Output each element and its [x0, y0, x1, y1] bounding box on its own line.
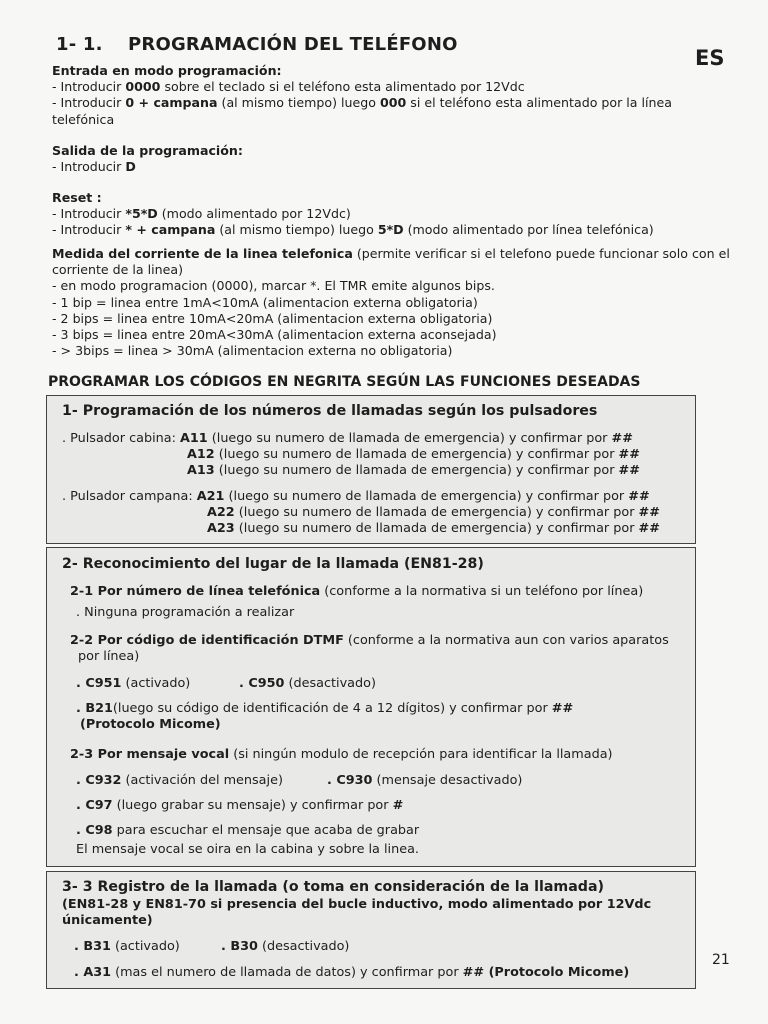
code: . B30 — [221, 939, 258, 954]
cabina-row-1 — [62, 431, 633, 447]
measure-block — [52, 246, 742, 359]
campana-row-1 — [62, 489, 650, 505]
program-title: PROGRAMAR LOS CÓDIGOS EN NEGRITA SEGÚN LAS FUNCIONES DESEADAS — [48, 374, 641, 390]
code: ## — [618, 463, 640, 478]
s22-heading-cont: por línea) — [78, 649, 140, 664]
text: - Introducir — [52, 95, 126, 111]
label: . Pulsador cabina: — [62, 431, 180, 446]
reset-line-1 — [52, 206, 742, 222]
text: (luego su numero de llamada de emergencia) y confirmar por — [207, 431, 612, 446]
measure-line: - 1 bip = linea entre 1mA<10mA (alimentacion externa obligatoria) — [52, 294, 478, 310]
code: ## — [551, 701, 574, 716]
language-code: ES — [695, 46, 725, 70]
s23-heading — [70, 747, 613, 763]
box3-title: 3- 3 Registro de la llamada (o toma en consideración de la llamada) — [62, 879, 604, 895]
subheading: 2-3 Por mensaje vocal — [70, 747, 230, 762]
code: A12 — [187, 447, 215, 462]
c932-line — [76, 773, 283, 789]
code: D — [125, 159, 136, 175]
text: (conforme a la normativa si un teléfono por línea) — [320, 584, 644, 599]
code: . C951 — [76, 676, 122, 691]
code: A21 — [196, 489, 225, 504]
code: 0 + campana — [125, 95, 218, 111]
a31-line — [74, 965, 629, 981]
entry-heading: Entrada en modo programación: — [52, 63, 282, 78]
exit-heading: Salida de la programación: — [52, 143, 243, 158]
page-number: 21 — [712, 952, 730, 968]
code: ## — [638, 521, 660, 536]
cabina-row-2 — [187, 447, 640, 463]
section-title: PROGRAMACIÓN DEL TELÉFONO — [128, 34, 458, 55]
campana-row-3 — [207, 521, 660, 537]
text: (permite verificar si el telefono puede funcionar solo con el corriente de la linea) — [52, 246, 730, 278]
c930-line — [327, 773, 522, 789]
text: (luego su numero de llamada de emergencia) y confirmar por — [214, 447, 619, 462]
entry-line-1 — [52, 79, 742, 95]
code: * + campana — [125, 222, 216, 238]
c950-line — [239, 676, 376, 692]
text: - Introducir — [52, 79, 126, 95]
section-number: 1- 1. — [56, 34, 103, 55]
code: . A31 — [74, 965, 112, 980]
b21-protocol: (Protocolo Micome) — [80, 717, 221, 732]
text: (desactivado) — [284, 676, 376, 691]
code: 000 — [379, 95, 407, 111]
measure-heading: Medida del corriente de la linea telefonica — [52, 246, 353, 261]
code: A11 — [179, 431, 208, 446]
text: (luego grabar su mensaje) y confirmar por — [112, 798, 393, 813]
text: (desactivado) — [257, 939, 350, 954]
code: ## (Protocolo Micome) — [462, 965, 630, 980]
c98-line-2: El mensaje vocal se oira en la cabina y sobre la linea. — [76, 842, 419, 857]
text: - Introducir — [52, 159, 126, 175]
box-reconocimiento-lugar — [46, 547, 696, 867]
box-programacion-pulsadores — [46, 395, 696, 544]
box3-subtitle-2: únicamente) — [62, 913, 153, 928]
text: (activado) — [121, 676, 191, 691]
text: - Introducir — [52, 222, 126, 238]
box-registro-llamada — [46, 871, 696, 989]
code: . C932 — [76, 773, 122, 788]
measure-line: - en modo programacion (0000), marcar *. El TMR emite algunos bips. — [52, 278, 495, 294]
box3-subtitle-1: (EN81-28 y EN81-70 si presencia del bucle inductivo, modo alimentado por 12Vdc — [62, 897, 652, 912]
text: (al mismo tiempo) luego — [217, 95, 380, 111]
reset-line-2 — [52, 222, 742, 238]
text: (modo alimentado por línea telefónica) — [403, 222, 654, 238]
box1-title: 1- Programación de los números de llamadas según los pulsadores — [62, 403, 598, 419]
text: (luego su código de identificación de 4 a 12 dígitos) y confirmar por — [112, 701, 552, 716]
s21-heading — [70, 584, 643, 600]
entry-line-2 — [52, 95, 712, 127]
cabina-row-3 — [187, 463, 640, 479]
text: (luego su numero de llamada de emergencia) y confirmar por — [234, 505, 639, 520]
code: A13 — [187, 463, 215, 478]
label: . Pulsador campana: — [62, 489, 197, 504]
measure-heading-line — [52, 246, 742, 278]
reset-heading: Reset : — [52, 190, 102, 205]
exit-line — [52, 159, 742, 175]
text: (mensaje desactivado) — [372, 773, 523, 788]
subheading: 2-2 Por código de identificación DTMF — [70, 633, 344, 648]
b31-line — [74, 939, 180, 955]
section-heading — [56, 34, 458, 55]
code: 0000 — [125, 79, 161, 95]
code: A22 — [207, 505, 235, 520]
s22-heading — [70, 633, 669, 649]
code: # — [392, 798, 404, 813]
measure-line: - 2 bips = linea entre 10mA<20mA (alimentacion externa obligatoria) — [52, 310, 493, 326]
s21-line: . Ninguna programación a realizar — [76, 605, 295, 620]
b21-line — [76, 701, 573, 717]
code: 5*D — [377, 222, 404, 238]
measure-line: - 3 bips = linea entre 20mA<30mA (alimentacion externa aconsejada) — [52, 327, 497, 343]
campana-row-2 — [207, 505, 660, 521]
code: ## — [638, 505, 660, 520]
text: (luego su numero de llamada de emergencia) y confirmar por — [234, 521, 639, 536]
subheading: 2-1 Por número de línea telefónica — [70, 584, 321, 599]
code: *5*D — [125, 206, 158, 222]
reset-block — [52, 190, 742, 239]
c98-line — [76, 823, 419, 839]
text: (modo alimentado por 12Vdc) — [157, 206, 351, 222]
c951-line — [76, 676, 190, 692]
code: A23 — [207, 521, 235, 536]
text: (si ningún modulo de recepción para identificar la llamada) — [229, 747, 613, 762]
text: (al mismo tiempo) luego — [215, 222, 378, 238]
code: . B21 — [76, 701, 113, 716]
code: . C98 — [76, 823, 113, 838]
text: - Introducir — [52, 206, 126, 222]
text: sobre el teclado si el teléfono esta alimentado por 12Vdc — [160, 79, 525, 95]
code: . C950 — [239, 676, 285, 691]
code: ## — [618, 447, 640, 462]
code: . C97 — [76, 798, 113, 813]
text: (conforme a la normativa aun con varios aparatos — [343, 633, 669, 648]
entry-block — [52, 63, 742, 128]
c97-line — [76, 798, 403, 814]
text: (mas el numero de llamada de datos) y confirmar por — [111, 965, 463, 980]
text: (luego su numero de llamada de emergencia) y confirmar por — [224, 489, 629, 504]
code: . B31 — [74, 939, 111, 954]
text: si el teléfono esta alimentado por la línea telefónica — [52, 95, 672, 127]
code: ## — [611, 431, 633, 446]
text: (luego su numero de llamada de emergencia) y confirmar por — [214, 463, 619, 478]
text: para escuchar el mensaje que acaba de grabar — [112, 823, 420, 838]
box2-title: 2- Reconocimiento del lugar de la llamada (EN81-28) — [62, 556, 484, 572]
measure-line: - > 3bips = linea > 30mA (alimentacion externa no obligatoria) — [52, 343, 453, 359]
code: ## — [628, 489, 650, 504]
exit-block — [52, 143, 742, 175]
code: . C930 — [327, 773, 373, 788]
text: (activación del mensaje) — [121, 773, 283, 788]
b30-line — [221, 939, 349, 955]
text: (activado) — [110, 939, 180, 954]
